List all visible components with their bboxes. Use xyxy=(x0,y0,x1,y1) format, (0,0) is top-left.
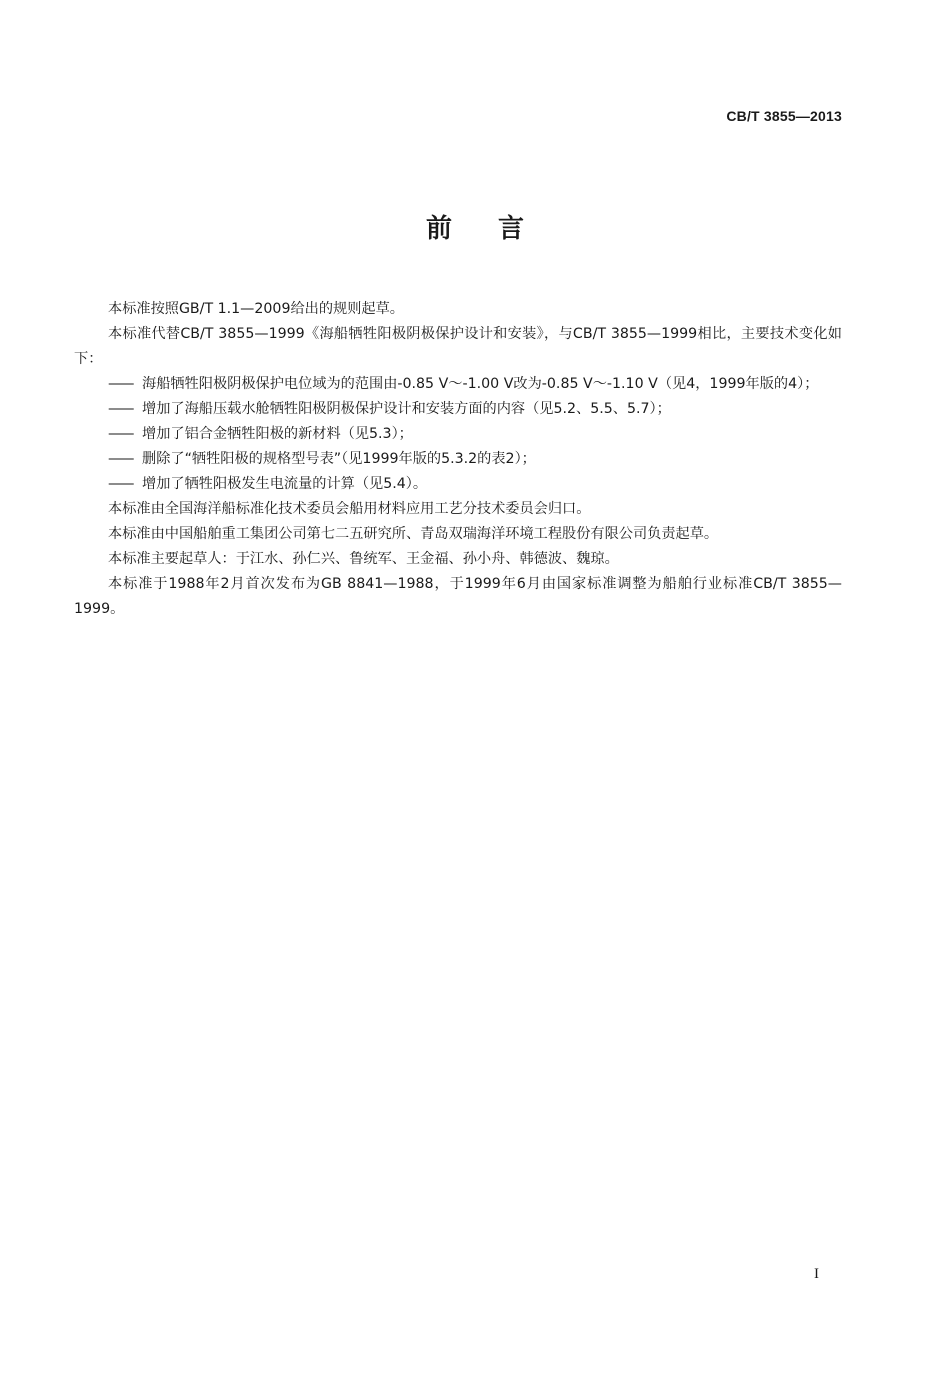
page-title: 前言 xyxy=(425,214,570,244)
list-item xyxy=(74,422,842,447)
list-item-text: 删除了“牺牲阳极的规格型号表”（见1999年版的5.3.2的表2）； xyxy=(142,451,536,467)
paragraph-drafting-organizations: 本标准由中国船舶重工集团公司第七二五研究所、青岛双瑞海洋环境工程股份有限公司负责起草。 xyxy=(108,526,719,542)
paragraph-replacement: 本标准代替CB/T 3855—1999《海船牺牲阳极阴极保护设计和安装》，与CB/T 3855—1999相比，主要技术变化如下： xyxy=(74,326,842,367)
list-item xyxy=(74,447,842,472)
paragraph-drafters: 本标准主要起草人：于江水、孙仁兴、鲁统军、王金福、孙小舟、韩德波、魏琼。 xyxy=(108,551,619,567)
paragraph-responsible-committee: 本标准由全国海洋船标准化技术委员会船用材料应用工艺分技术委员会归口。 xyxy=(108,501,591,517)
dash-marker: —— xyxy=(108,426,133,442)
list-item-text: 增加了海船压载水舱牺牲阳极阴极保护设计和安装方面的内容（见5.2、5.5、5.7）； xyxy=(142,401,671,417)
list-item-text: 增加了铝合金牺牲阳极的新材料（见5.3）； xyxy=(142,426,413,442)
dash-marker: —— xyxy=(108,376,133,392)
list-item-text: 增加了牺牲阳极发生电流量的计算（见5.4）。 xyxy=(142,476,428,492)
changes-list xyxy=(74,372,842,497)
dash-marker: —— xyxy=(108,451,133,467)
page-number: I xyxy=(814,1266,819,1282)
dash-marker: —— xyxy=(108,476,133,492)
list-item xyxy=(74,472,842,497)
foreword-body xyxy=(74,297,842,622)
document-code: CB/T 3855—2013 xyxy=(726,108,842,124)
paragraph-history: 本标准于1988年2月首次发布为GB 8841—1988，于1999年6月由国家标准调整为船舶行业标准CB/T 3855—1999。 xyxy=(74,576,842,617)
dash-marker: —— xyxy=(108,401,133,417)
list-item xyxy=(74,372,842,397)
list-item-text: 海船牺牲阳极阴极保护电位域为的范围由-0.85 V～-1.00 V改为-0.85 V～-1.10 V（见4，1999年版的4）； xyxy=(142,376,819,392)
paragraph-drafting-rules: 本标准按照GB/T 1.1—2009给出的规则起草。 xyxy=(108,301,404,317)
list-item xyxy=(74,397,842,422)
